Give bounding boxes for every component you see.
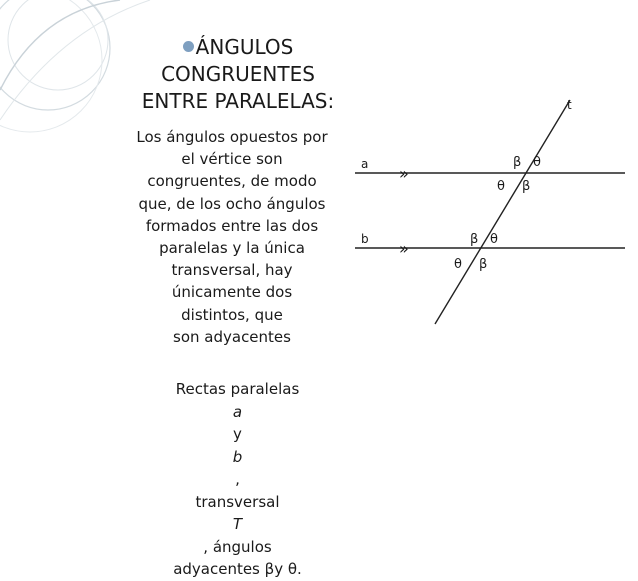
body-line: que, de los ocho ángulos — [138, 194, 326, 213]
parallel-mark-a: » — [399, 164, 409, 183]
line-b-label: b — [361, 232, 369, 246]
caption — [130, 378, 345, 581]
transversal-label: t — [567, 98, 572, 112]
angle-label: θ — [533, 155, 541, 170]
body-line: transversal, hay — [171, 261, 293, 280]
body-line: Los ángulos opuestos por — [136, 128, 328, 146]
bullet-icon — [183, 41, 194, 52]
angle-label: θ — [490, 232, 498, 247]
caption-line-2 — [130, 491, 345, 559]
parallel-lines-diagram — [355, 88, 625, 338]
angle-label: β — [470, 232, 479, 247]
heading-line-1 — [118, 34, 358, 61]
transversal-t — [435, 100, 570, 324]
angle-label: θ — [454, 257, 462, 272]
angle-label: β — [513, 155, 522, 170]
body-line: distintos, que — [181, 305, 283, 324]
heading-text-1: ÁNGULOS — [195, 35, 294, 59]
angle-label: β — [522, 179, 531, 194]
body-line: congruentes, de modo — [147, 172, 317, 191]
body-line: paralelas y la única — [159, 239, 305, 258]
caption-line-1 — [130, 378, 345, 491]
caption-var-a: a — [232, 402, 243, 421]
parallel-mark-b: » — [399, 239, 409, 258]
slide-heading — [118, 34, 358, 115]
caption-text: transversal — [195, 492, 280, 511]
line-a-label: a — [361, 157, 369, 171]
body-line: únicamente dos — [171, 283, 293, 302]
angle-label: θ — [497, 179, 505, 194]
caption-var-t: T — [232, 515, 243, 533]
heading-line-2: CONGRUENTES — [161, 62, 315, 86]
caption-line-3: adyacentes βy θ. — [173, 560, 302, 578]
body-line: formados entre las dos — [145, 216, 319, 235]
caption-text: , — [235, 470, 240, 488]
caption-text: , ángulos — [203, 537, 272, 556]
body-line: son adyacentes — [173, 327, 291, 346]
caption-text: Rectas paralelas — [175, 380, 300, 398]
body-paragraph — [116, 126, 348, 348]
heading-line-3: ENTRE PARALELAS: — [141, 89, 335, 113]
angle-label: β — [479, 257, 488, 272]
caption-text: y — [233, 425, 242, 443]
body-line: el vértice son — [181, 150, 283, 169]
caption-var-b: b — [232, 447, 243, 466]
